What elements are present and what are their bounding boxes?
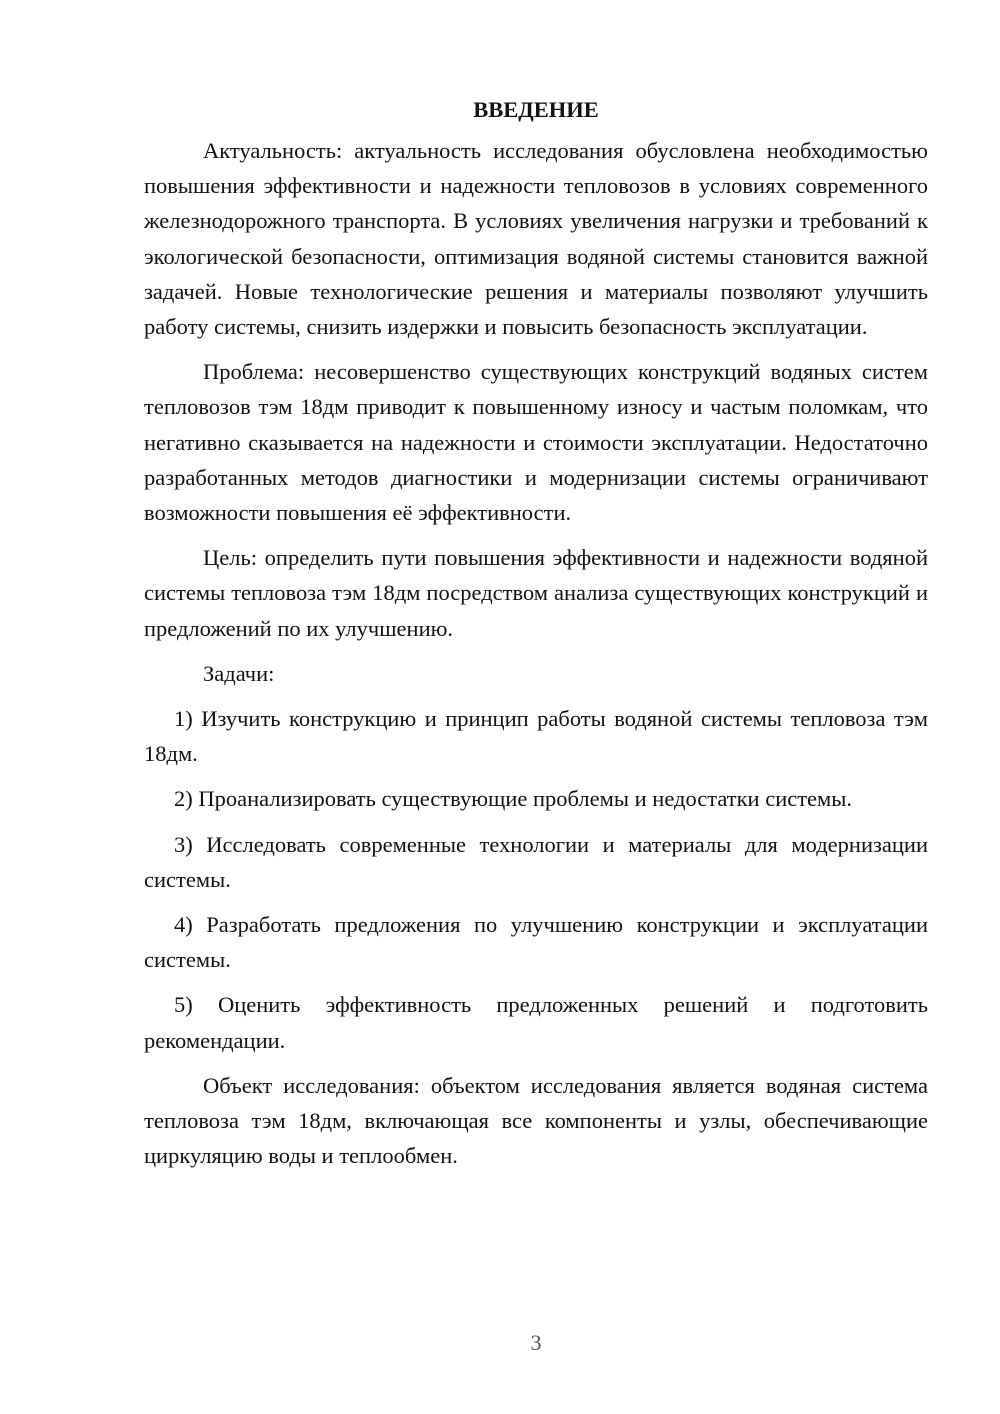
section-title: ВВЕДЕНИЕ <box>473 97 599 122</box>
task-item: 4) Разработать предложения по улучшению конструкции и эксплуатации системы. <box>144 912 928 973</box>
relevance-paragraph: Актуальность: актуальность исследования обусловлена необходимостью повышения эффективности и надежности тепловозов в условиях современного железнодорожного транспорта. В условиях увеличения нагрузки и требований к экологической безопасности, оптимизация водяной системы становится важной задачей. Новые технологические решения и материалы позволяют улучшить работу системы, снизить издержки и повысить безопасность эксплуатации. <box>144 138 928 340</box>
task-item: 3) Исследовать современные технологии и материалы для модернизации системы. <box>144 831 928 892</box>
document-page <box>144 92 928 1183</box>
task-item: 1) Изучить конструкцию и принцип работы водяной системы тепловоза тэм 18дм. <box>144 706 928 767</box>
object-paragraph: Объект исследования: объектом исследования является водяная система тепловоза тэм 18дм, включающая все компоненты и узлы, обеспечивающие циркуляцию воды и теплообмен. <box>144 1072 928 1169</box>
goal-paragraph: Цель: определить пути повышения эффективности и надежности водяной системы тепловоза тэм 18дм посредством анализа существующих конструкций и предложений по их улучшению. <box>144 545 928 641</box>
task-item: 2) Проанализировать существующие проблемы и недостатки системы. <box>174 786 853 812</box>
task-item: 5) Оценить эффективность предложенных решений и подготовить рекомендации. <box>144 992 928 1053</box>
tasks-label: Задачи: <box>203 660 275 686</box>
page-number: 3 <box>530 1330 542 1355</box>
problem-paragraph: Проблема: несовершенство существующих конструкций водяных систем тепловозов тэм 18дм приводит к повышенному износу и частым поломкам, что негативно сказывается на надежности и стоимости эксплуатации. Недостаточно разработанных методов диагностики и модернизации системы ограничивают возможности повышения её эффективности. <box>144 359 928 526</box>
